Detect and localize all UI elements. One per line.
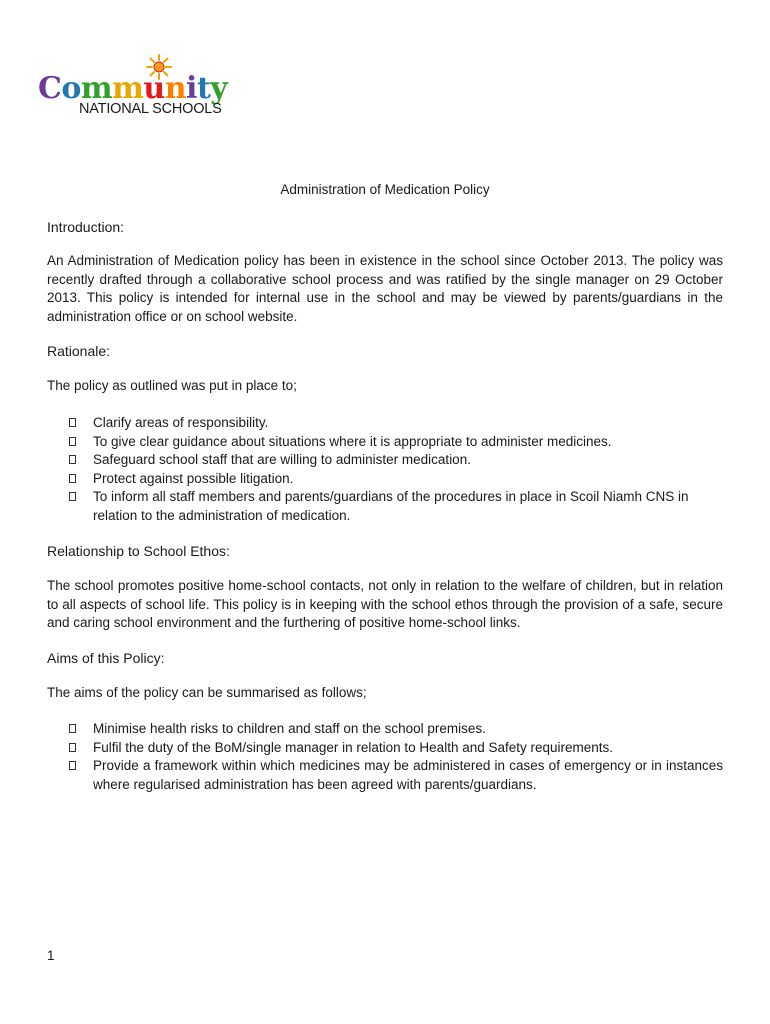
logo-letter: C (38, 71, 62, 106)
aims-item (47, 720, 723, 739)
logo-letter: m (112, 71, 144, 106)
rationale-item (47, 414, 723, 433)
rationale-heading: Rationale: (47, 343, 111, 359)
aims-heading: Aims of this Policy: (47, 650, 165, 666)
rationale-item-text: Safeguard school staff that are willing to administer medication. (93, 452, 471, 468)
logo-letter: u (143, 71, 165, 106)
rationale-item-text: Clarify areas of responsibility. (93, 415, 269, 430)
logo-letter: m (80, 71, 113, 106)
introduction-paragraph: An Administration of Medication policy has been in existence in the school since October 2013. The policy was recently drafted through a collaborative school process and was ratified by the single manager on 29 October 2013. This policy is intended for internal use in the school and may be viewed by parents/guardians in the administration office or on school website. (47, 253, 723, 324)
rationale-item-text: To give clear guidance about situations where it is appropriate to administer medicines. (93, 433, 612, 449)
rationale-item (47, 451, 723, 470)
document-title: Administration of Medication Policy (280, 182, 490, 197)
rationale-item (47, 470, 723, 489)
rationale-lead: The policy as outlined was put in place to; (47, 378, 297, 393)
rationale-list (47, 414, 723, 526)
bullet-box-icon (69, 724, 76, 733)
rationale-item-text: Protect against possible litigation. (93, 470, 294, 486)
school-logo (38, 52, 228, 132)
aims-item-text: Fulfil the duty of the BoM/single manager in relation to Health and Safety requirements. (93, 739, 614, 755)
logo-letter: y (210, 71, 228, 106)
bullet-box-icon (69, 474, 76, 483)
logo-wordmark (38, 71, 228, 106)
aims-item-text: Provide a framework within which medicines may be administered in cases of emergency or in instances where regularised administration has been agreed with parents/guardians. (93, 758, 723, 792)
bullet-box-icon (69, 455, 76, 464)
aims-item-text: Minimise health risks to children and staff on the school premises. (93, 721, 486, 736)
logo-letter: n (164, 71, 187, 106)
introduction-heading: Introduction: (47, 219, 125, 235)
bullet-box-icon (69, 437, 76, 446)
aims-lead: The aims of the policy can be summarised as follows; (47, 685, 367, 700)
page-number: 1 (47, 948, 55, 963)
rationale-item (47, 433, 723, 452)
aims-item (47, 739, 723, 758)
ethos-paragraph: The school promotes positive home-school contacts, not only in relation to the welfare of children, but in relation to all aspects of school life. This policy is in keeping with the school ethos through the provision of a safe, secure and caring school environment and the furthering of positive home-school links. (47, 578, 723, 631)
aims-list-container (47, 720, 723, 794)
logo-letter: i (186, 71, 197, 106)
rationale-item-text: To inform all staff members and parents/guardians of the procedures in place in Scoil Niamh CNS in relation to the administration of medication. (93, 489, 689, 523)
logo-letter: t (196, 71, 211, 106)
rationale-list-container (47, 414, 723, 526)
bullet-box-icon (69, 761, 76, 770)
logo-subtitle: NATIONAL SCHOOLS (79, 101, 222, 117)
rationale-item (47, 488, 723, 525)
aims-list (47, 720, 723, 794)
bullet-box-icon (69, 492, 76, 501)
aims-item (47, 757, 723, 794)
logo-letter: o (61, 71, 81, 106)
bullet-box-icon (69, 743, 76, 752)
ethos-heading: Relationship to School Ethos: (47, 543, 230, 559)
bullet-box-icon (69, 418, 76, 427)
